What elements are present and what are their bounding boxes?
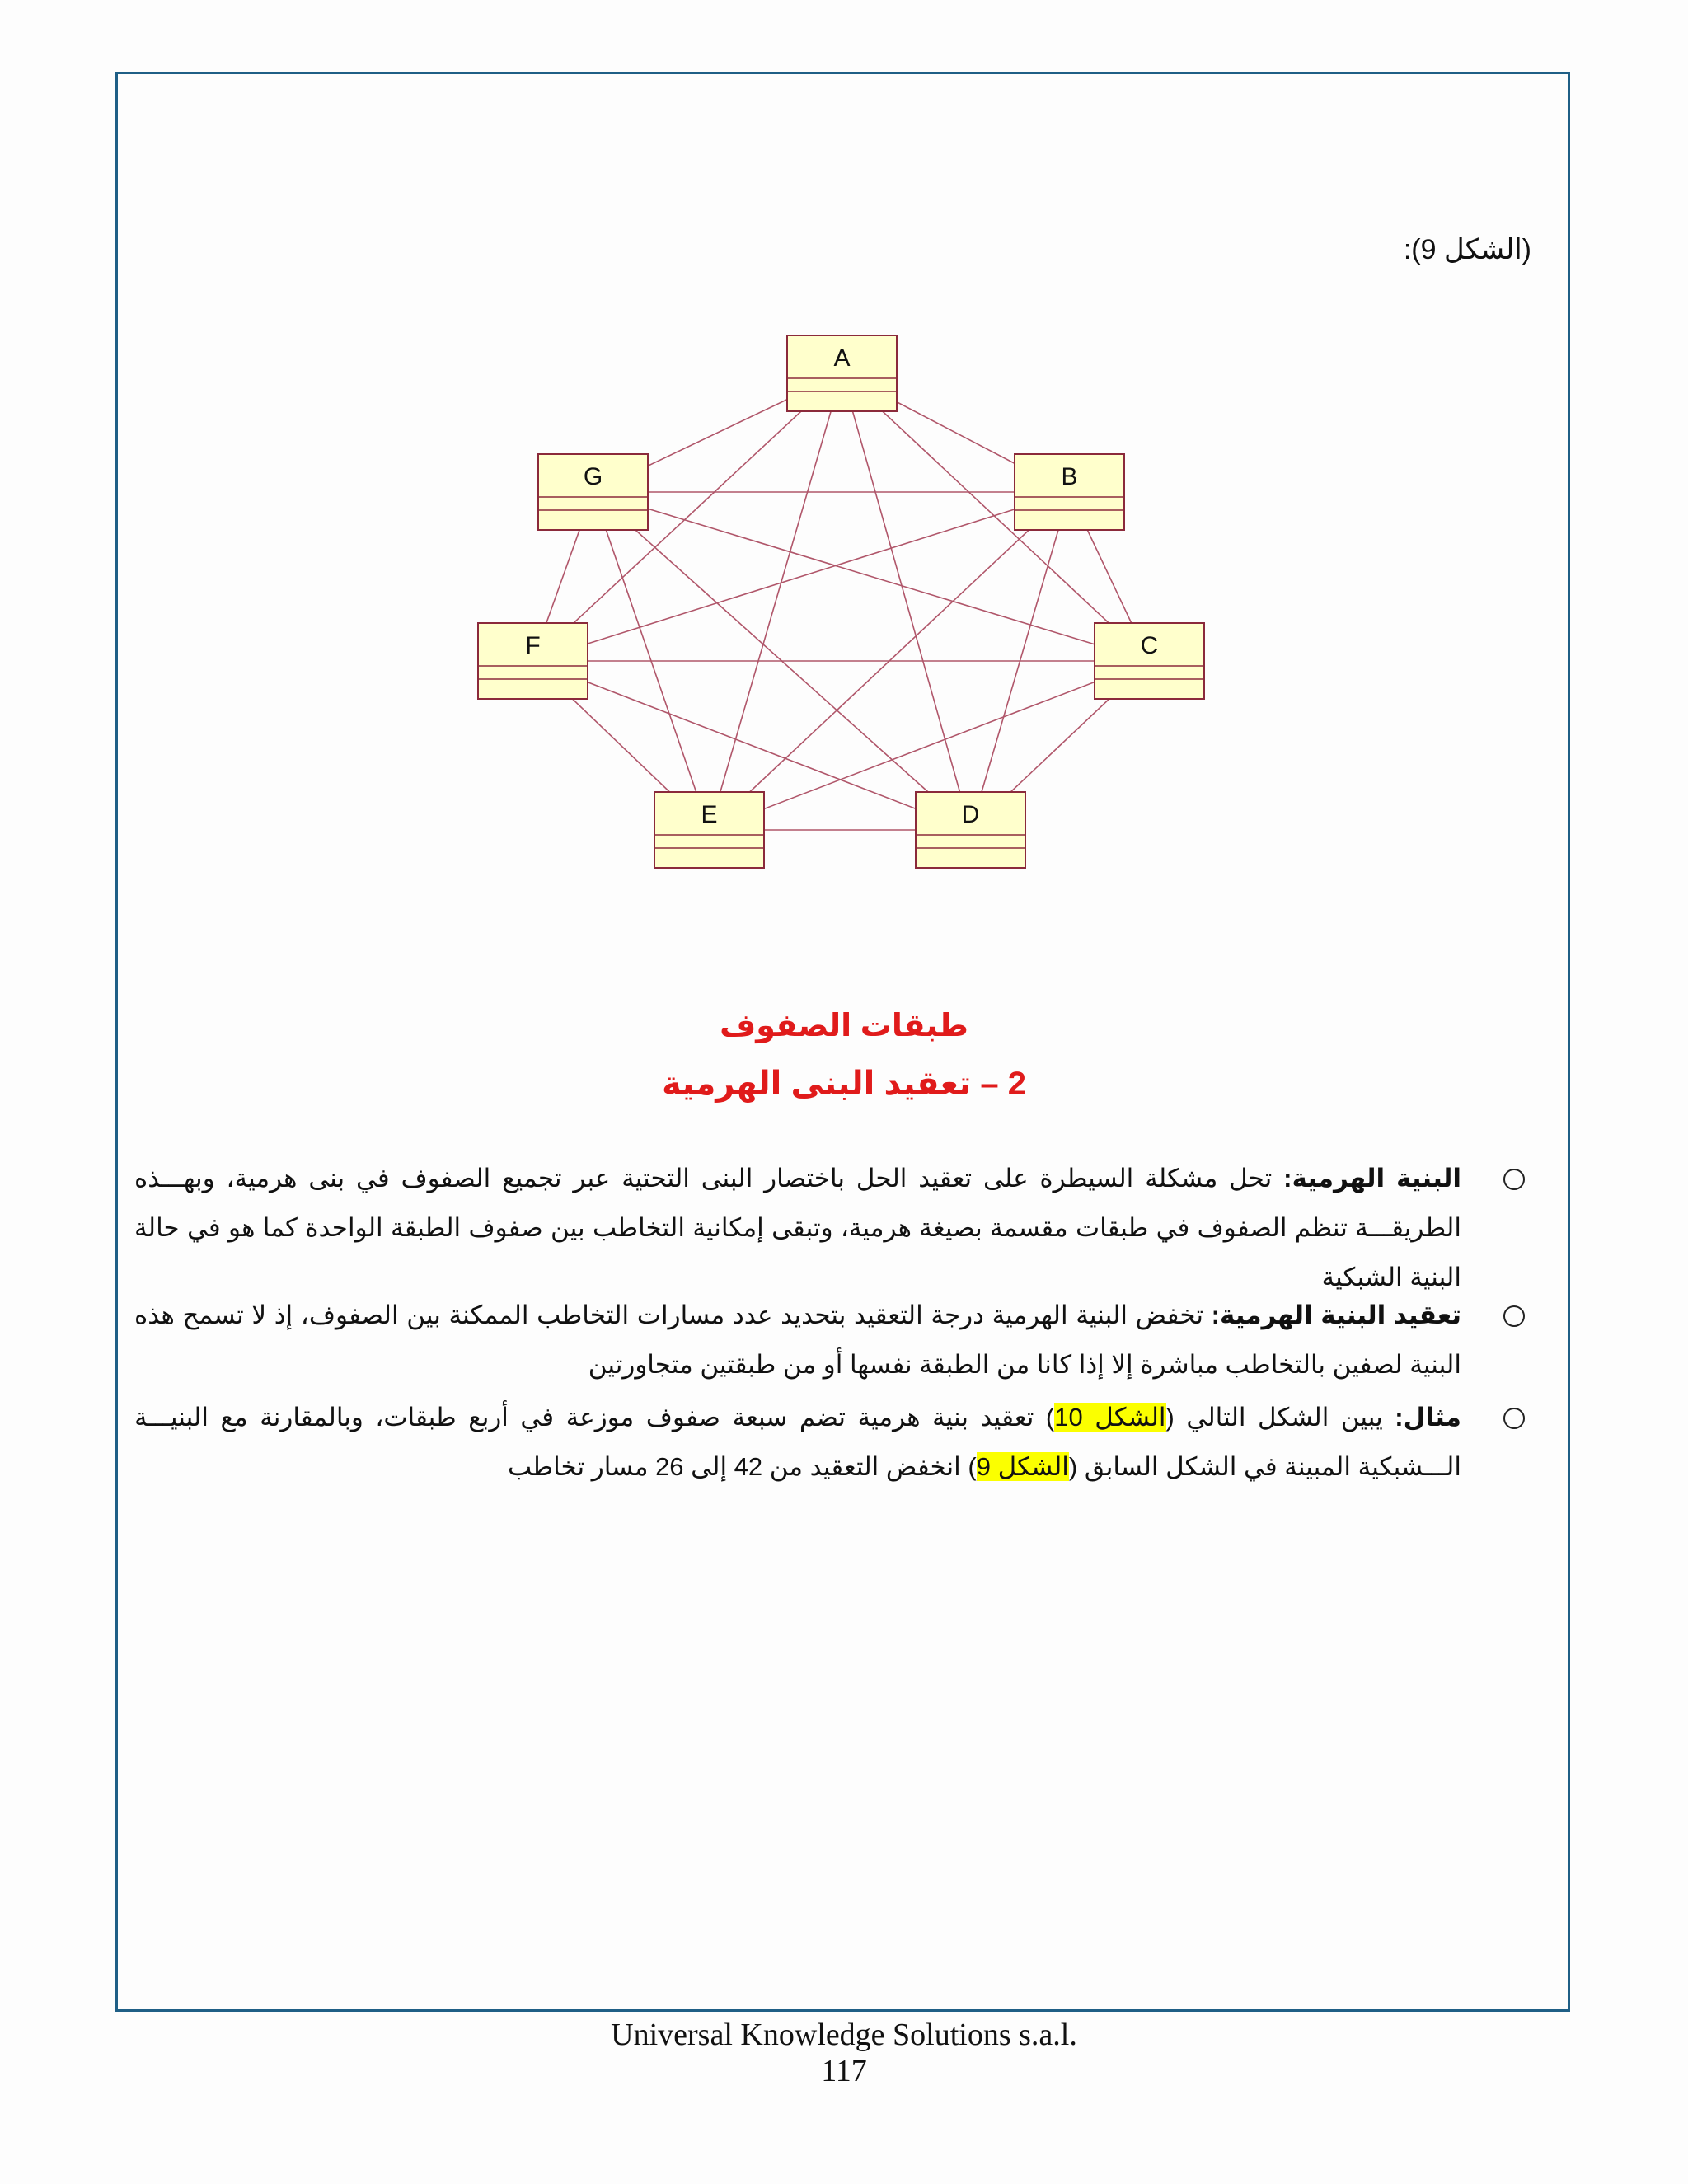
class-box-C <box>1095 623 1204 699</box>
bullet-circle-icon <box>1503 1305 1525 1327</box>
item-text: ) تعقيد بنية هرمية تضم سبعة صفوف موزعة في أربع طبقات، وبالمقارنة مع البنيـــة الـــشبكية المبينة في الشكل السابق ( <box>134 1403 1461 1481</box>
section-subtitle: 2 – تعقيد البنى الهرمية <box>662 1066 1026 1102</box>
footer-page-number: 117 <box>821 2054 867 2088</box>
edge-A-D <box>842 373 971 830</box>
class-network-diagram <box>0 0 1688 907</box>
class-label: E <box>701 801 718 828</box>
list-item <box>134 1154 1461 1302</box>
class-label: A <box>833 344 851 372</box>
item-text: تحل مشكلة السيطرة على تعقيد الحل باختصار البنى التحتية عبر تجميع الصفوف في بنى هرمية، وبهـــذه الطريقـــة تنظم الصفوف في طبقات مقسمة بصيغة هرمية، وتبقى إمكانية التخاطب بين صفوف الطبقة الواحدة كما هو في حالة البنية الشبكية <box>134 1164 1461 1291</box>
diagram-nodes <box>478 335 1204 868</box>
class-label: D <box>961 801 980 828</box>
class-box-A <box>787 335 897 411</box>
figure-reference-highlight: الشكل 9 <box>976 1452 1069 1481</box>
term-hierarchical-structure: البنية الهرمية: <box>1283 1164 1461 1193</box>
section-title: طبقات الصفوف <box>720 1009 968 1043</box>
diagram-edges <box>533 373 1150 830</box>
list-item <box>134 1393 1461 1492</box>
bullet-circle-icon <box>1503 1408 1525 1429</box>
class-box-D <box>916 792 1025 868</box>
class-box-G <box>538 454 648 530</box>
term-example: مثال: <box>1395 1403 1461 1432</box>
term-hierarchy-complexity: تعقيد البنية الهرمية: <box>1211 1301 1461 1329</box>
item-text: تخفض البنية الهرمية درجة التعقيد بتحديد عدد مسارات التخاطب الممكنة بين الصفوف، إذ لا تسمح هذه البنية لصفين بالتخاطب مباشرة إلا إذا كانا من الطبقة نفسها أو من طبقتين متجاورتين <box>134 1301 1461 1379</box>
class-label: C <box>1140 632 1159 659</box>
edge-A-E <box>710 373 842 830</box>
class-box-E <box>654 792 764 868</box>
figure-caption: (الشكل 9): <box>1403 234 1531 265</box>
class-label: B <box>1061 463 1078 490</box>
class-label: G <box>583 463 603 490</box>
class-box-B <box>1015 454 1124 530</box>
item-text: ) انخفض التعقيد من 42 إلى 26 مسار تخاطب <box>507 1452 977 1481</box>
footer-company: Universal Knowledge Solutions s.a.l. <box>611 2018 1077 2052</box>
bullet-circle-icon <box>1503 1169 1525 1190</box>
class-label: F <box>525 632 541 659</box>
class-box-F <box>478 623 588 699</box>
figure-reference-highlight: الشكل 10 <box>1054 1403 1166 1432</box>
item-text: يبين الشكل التالي ( <box>1165 1403 1395 1432</box>
list-item <box>134 1291 1461 1390</box>
